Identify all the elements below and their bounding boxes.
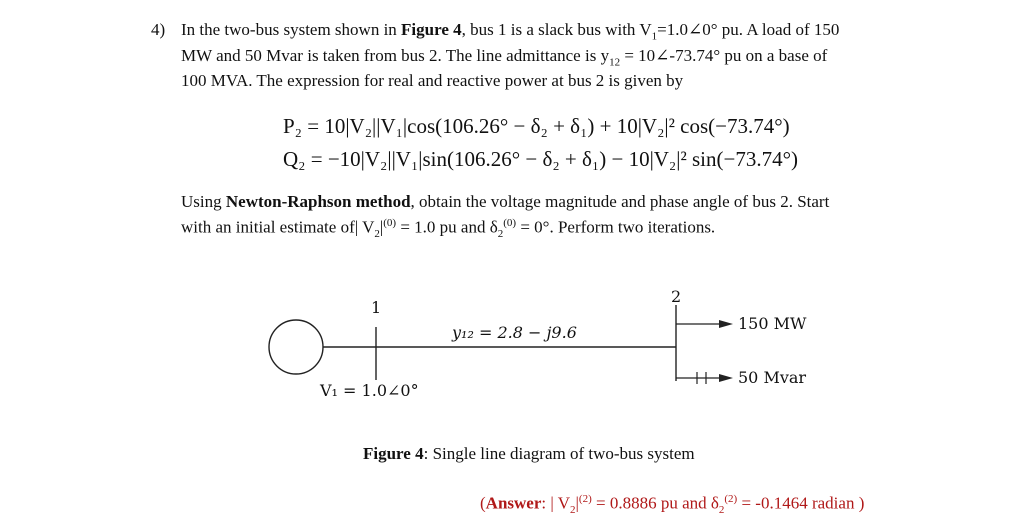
equation-q2: Q₂ = −10|V₂||V₁|sin(106.26° − δ₂ + δ₁) − 10|V₂|² sin(−73.74°)	[283, 147, 798, 171]
instruction-c: with an initial estimate of| V	[181, 217, 375, 237]
answer-open: (	[480, 493, 486, 513]
line-admittance-label: y₁₂ = 2.8 − j9.6	[452, 323, 577, 342]
answer-line	[480, 493, 864, 516]
answer-bar: |	[575, 493, 579, 513]
delta-sub: 2	[497, 228, 504, 241]
instruction-a: Using	[181, 192, 226, 211]
problem-line-3: 100 MVA. The expression for real and reactive power at bus 2 is given by	[181, 71, 684, 90]
answer-c: = 0.8886 pu and δ	[591, 493, 719, 513]
v2-iter-sup: (0)	[383, 217, 397, 229]
problem-line-1-c: =1.0∠0° pu. A load of 150	[657, 20, 840, 39]
answer-delta-sub: 2	[718, 504, 725, 517]
bus2-label: 2	[671, 287, 682, 306]
delta-iter-sup: (0)	[503, 217, 517, 229]
answer-label: Answer	[485, 493, 542, 513]
load-p-label: 150 MW	[738, 314, 807, 333]
v1-sub: 1	[651, 30, 658, 43]
figure-caption	[363, 444, 695, 464]
bus1-label: 1	[371, 298, 382, 317]
figure-ref: Figure 4	[401, 20, 462, 39]
problem-line-1-a: In the two-bus system shown in	[181, 20, 402, 39]
problem-line-2-b: = 10∠-73.74° pu on a base of	[620, 46, 828, 65]
y12-sub: 12	[609, 56, 621, 69]
v2-sub: 2	[374, 228, 380, 241]
instruction-b: , obtain the voltage magnitude and phase angle of bus 2. Start	[410, 192, 830, 211]
problem-number: 4)	[151, 20, 166, 39]
problem-line-1-b: , bus 1 is a slack bus with V	[461, 20, 652, 39]
caption-text: : Single line diagram of two-bus system	[423, 444, 695, 463]
method-name: Newton-Raphson method	[225, 192, 411, 211]
answer-delta-sup: (2)	[724, 493, 738, 505]
load-p-arrowhead	[719, 320, 733, 328]
caption-figure-label: Figure 4	[363, 444, 424, 463]
problem-line-2-a: MW and 50 Mvar is taken from bus 2. The line admittance is y	[181, 46, 610, 65]
answer-v-sup: (2)	[578, 493, 592, 505]
v1-label: V₁ = 1.0∠0°	[320, 381, 419, 400]
generator-symbol	[269, 320, 323, 374]
equation-p2: P₂ = 10|V₂||V₁|cos(106.26° − δ₂ + δ₁) + 10|V₂|² cos(−73.74°)	[283, 114, 790, 138]
load-q-label: 50 Mvar	[738, 368, 807, 387]
answer-v-sub: 2	[570, 504, 576, 517]
answer-a: : | V	[541, 493, 570, 513]
answer-d: = -0.1464 radian )	[737, 493, 865, 513]
instruction-e: = 0°. Perform two iterations.	[516, 217, 716, 237]
abs-bar: |	[379, 217, 384, 237]
instruction-d: = 1.0 pu and δ	[396, 217, 498, 237]
load-q-arrowhead	[719, 374, 733, 382]
